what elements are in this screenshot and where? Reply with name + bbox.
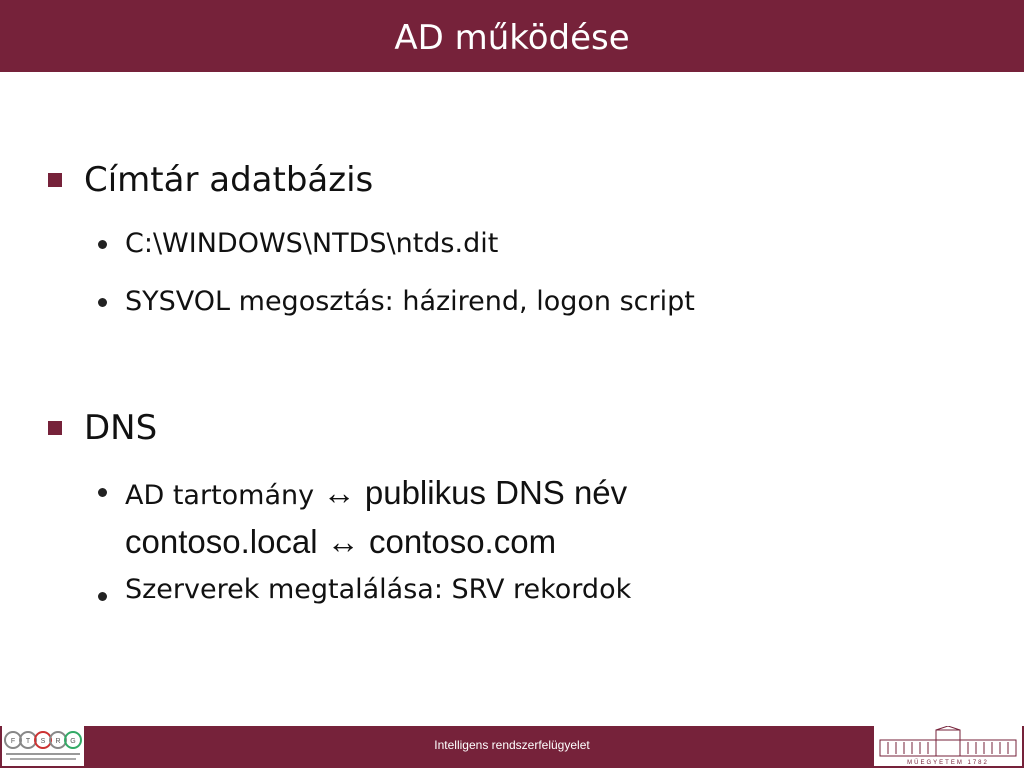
public-domain: contoso.com [359, 523, 557, 560]
square-bullet-icon [48, 421, 62, 435]
svg-text:S: S [40, 738, 46, 745]
slide-title: AD működése [394, 18, 630, 58]
subbullet-text [125, 470, 627, 565]
svg-text:F: F [10, 738, 16, 745]
dot-bullet-icon [98, 240, 107, 249]
dns-mapping-line-1 [125, 470, 627, 519]
footer-text: Intelligens rendszerfelügyelet [434, 738, 590, 752]
bullet-dns [48, 408, 157, 448]
local-domain: contoso.local [125, 523, 327, 560]
footer-bar [0, 726, 1024, 768]
svg-text:G: G [70, 738, 76, 745]
subbullet-text: Szerverek megtalálása: SRV rekordok [125, 574, 632, 605]
dot-bullet-icon [98, 488, 107, 497]
bullet-text: Címtár adatbázis [84, 160, 374, 200]
subbullet-sysvol [98, 282, 695, 321]
square-bullet-icon [48, 173, 62, 187]
dns-mapping-line-2 [125, 519, 627, 565]
subbullet-ntds [98, 224, 498, 263]
subbullet-dns-mapping [98, 470, 627, 565]
subbullet-srv [98, 570, 631, 609]
bidirectional-arrow-icon: ↔ [326, 523, 360, 560]
bullet-cimtar [48, 160, 373, 200]
dot-bullet-icon [98, 592, 107, 601]
subbullet-text: SYSVOL megosztás: házirend, logon script [125, 286, 695, 317]
svg-text:MŰEGYETEM 1782: MŰEGYETEM 1782 [907, 760, 989, 766]
svg-text:R: R [55, 738, 61, 745]
dot-bullet-icon [98, 298, 107, 307]
bidirectional-arrow-icon: ↔ [322, 474, 356, 511]
bme-logo [874, 726, 1022, 766]
public-dns-label: publikus DNS név [355, 474, 628, 511]
ad-domain-label: AD tartomány [125, 480, 323, 511]
subbullet-text: C:\WINDOWS\NTDS\ntds.dit [125, 228, 499, 259]
svg-text:T: T [25, 738, 31, 745]
bullet-text: DNS [84, 408, 158, 448]
